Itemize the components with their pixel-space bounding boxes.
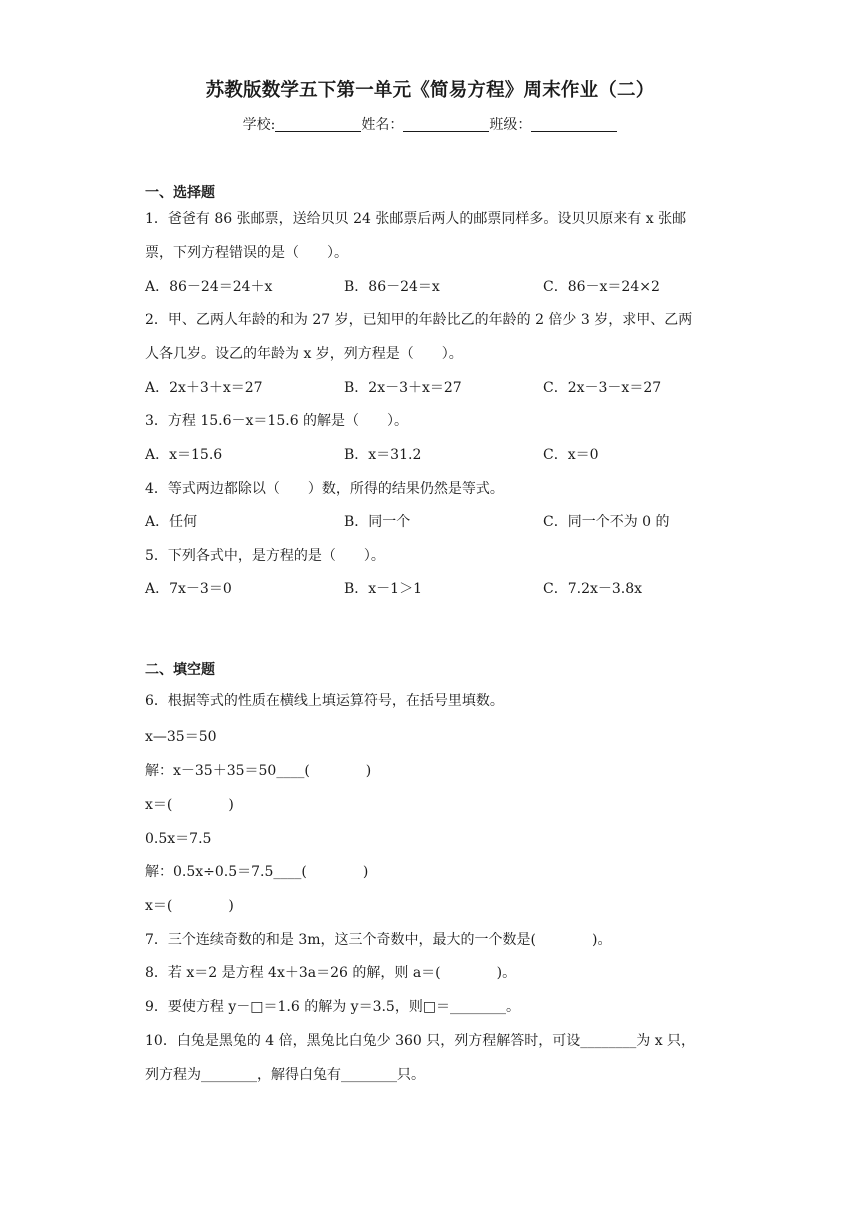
question-10-line-1[interactable]: 10．白兔是黑兔的 4 倍，黑兔比白兔少 360 只，列方程解答时，可设________为 x 只， [145, 1033, 696, 1049]
question-5-option-b[interactable]: B．x－1＞1 [344, 581, 422, 597]
question-3-option-a[interactable]: A．x＝15.6 [145, 447, 223, 463]
school-blank[interactable] [275, 117, 361, 132]
question-4-line-1: 4．等式两边都除以（ ）数，所得的结果仍然是等式。 [145, 481, 504, 497]
question-1-line-1: 1．爸爸有 86 张邮票，送给贝贝 24 张邮票后两人的邮票同样多。设贝贝原来有 x 张邮 [145, 211, 687, 227]
class-blank[interactable] [531, 117, 617, 132]
name-label: 姓名： [361, 117, 404, 133]
question-5-option-a[interactable]: A．7x－3＝0 [145, 581, 232, 597]
school-label: 学校: [242, 117, 276, 133]
question-1-option-b[interactable]: B．86－24＝x [344, 279, 440, 295]
question-2-line-2: 人各几岁。设乙的年龄为 x 岁，列方程是（ ）。 [145, 346, 463, 362]
question-8-line[interactable]: 8．若 x＝2 是方程 4x＋3a＝26 的解，则 a＝( )。 [145, 965, 517, 981]
question-4-option-c[interactable]: C．同一个不为 0 的 [543, 514, 670, 530]
question-6-result-1[interactable]: x＝( ) [145, 797, 234, 813]
question-3-line-1: 3．方程 15.6－x＝15.6 的解是（ ）。 [145, 413, 409, 429]
question-2-option-c[interactable]: C．2x－3－x＝27 [543, 380, 662, 396]
question-2-option-b[interactable]: B．2x－3＋x＝27 [344, 380, 462, 396]
question-2-option-a[interactable]: A．2x＋3＋x＝27 [145, 380, 263, 396]
question-3-option-b[interactable]: B．x＝31.2 [344, 447, 422, 463]
question-5-line-1: 5．下列各式中，是方程的是（ ）。 [145, 548, 385, 564]
question-6-line-1: 6．根据等式的性质在横线上填运算符号，在括号里填数。 [145, 693, 504, 709]
question-3-option-c[interactable]: C．x＝0 [543, 447, 599, 463]
question-2-line-1: 2．甲、乙两人年龄的和为 27 岁，已知甲的年龄比乙的年龄的 2 倍少 3 岁，求甲、乙两 [145, 312, 693, 328]
question-7-line[interactable]: 7．三个连续奇数的和是 3m，这三个奇数中，最大的一个数是( )。 [145, 932, 612, 948]
question-4-option-b[interactable]: B．同一个 [344, 514, 411, 530]
question-1-option-c[interactable]: C．86－x＝24×2 [543, 279, 660, 295]
student-info-line [0, 114, 860, 134]
question-1-line-2: 票，下列方程错误的是（ ）。 [145, 245, 348, 261]
name-blank[interactable] [403, 117, 489, 132]
question-6-result-2[interactable]: x＝( ) [145, 898, 234, 914]
section-heading-choice: 一、选择题 [145, 185, 215, 201]
question-1-option-a[interactable]: A．86－24＝24＋x [145, 279, 273, 295]
question-5-option-c[interactable]: C．7.2x－3.8x [543, 581, 643, 597]
question-6-solution-1[interactable]: 解：x－35＋35＝50____( ) [145, 763, 372, 779]
question-6-equation-2: 0.5x＝7.5 [145, 831, 212, 847]
class-label: 班级： [489, 117, 532, 133]
section-heading-fill-blank: 二、填空题 [145, 662, 215, 678]
question-6-solution-2[interactable]: 解：0.5x÷0.5＝7.5____( ) [145, 864, 369, 880]
question-4-option-a[interactable]: A．任何 [145, 514, 198, 530]
question-9-line[interactable]: 9．要使方程 y－□＝1.6 的解为 y＝3.5，则□＝________。 [145, 999, 521, 1015]
question-6-equation-1: x—35＝50 [145, 729, 217, 745]
question-10-line-2[interactable]: 列方程为________，解得白兔有________只。 [145, 1067, 425, 1083]
page-title: 苏教版数学五下第一单元《简易方程》周末作业（二） [205, 80, 655, 101]
